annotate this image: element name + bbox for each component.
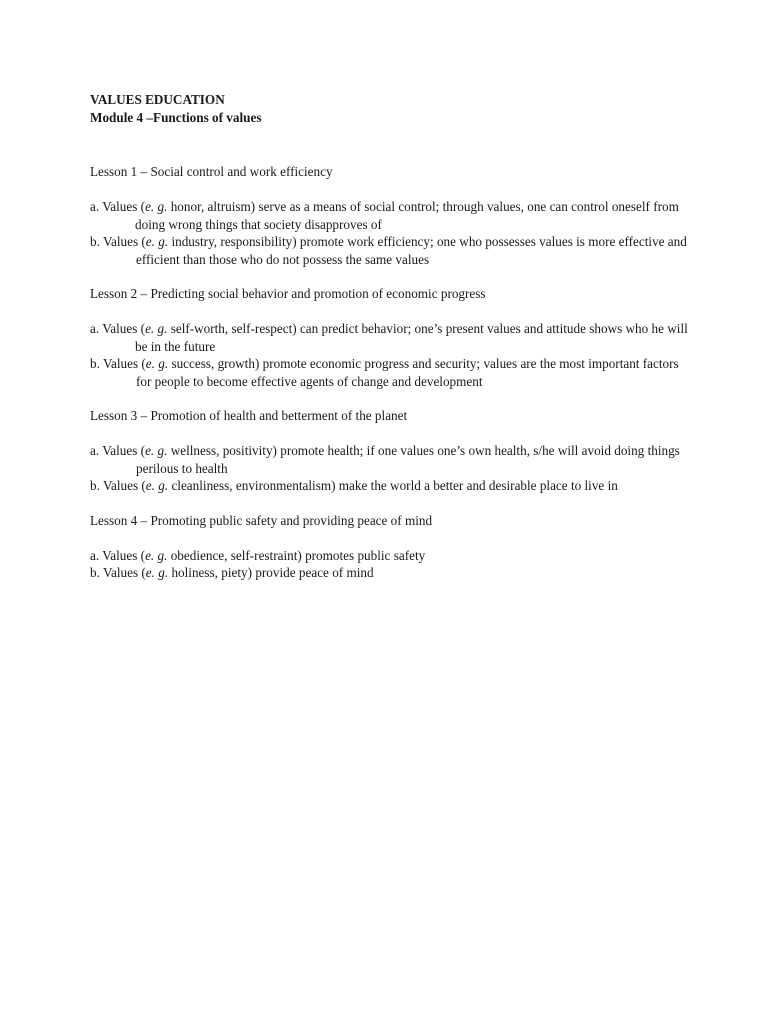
lesson-item: b. Values (e. g. industry, responsibility) promote work efficiency; one who possesses values is more effective and efficient than those who do not possess the same values xyxy=(90,234,687,267)
lesson-section xyxy=(90,407,690,512)
spacer xyxy=(90,127,690,163)
lesson-heading: Lesson 4 – Promoting public safety and providing peace of mind xyxy=(90,512,433,528)
lesson-item: a. Values (e. g. honor, altruism) serve as a means of social control; through values, one can control oneself from doing wrong things that society disapproves of xyxy=(90,199,679,232)
lesson-item: a. Values (e. g. obedience, self-restraint) promotes public safety xyxy=(90,547,426,563)
document-title: VALUES EDUCATION xyxy=(90,92,225,107)
document-page xyxy=(90,91,690,582)
lesson-section xyxy=(90,163,690,285)
lesson-item: b. Values (e. g. holiness, piety) provide peace of mind xyxy=(90,565,374,580)
lesson-item: a. Values (e. g. self-worth, self-respect) can predict behavior; one’s present values and attitude shows who he will be in the future xyxy=(90,321,688,354)
lesson-item: a. Values (e. g. wellness, positivity) promote health; if one values one’s own health, s/he will avoid doing things perilous to health xyxy=(90,443,680,476)
lesson-section xyxy=(90,285,690,407)
lesson-heading: Lesson 1 – Social control and work efficiency xyxy=(90,164,333,179)
module-title: Module 4 –Functions of values xyxy=(90,110,262,125)
lesson-item: b. Values (e. g. success, growth) promote economic progress and security; values are the most important factors for people to become effective agents of change and development xyxy=(90,356,679,389)
lesson-item: b. Values (e. g. cleanliness, environmentalism) make the world a better and desirable place to live in xyxy=(90,478,618,493)
lesson-section xyxy=(90,512,690,582)
lesson-heading: Lesson 2 – Predicting social behavior and promotion of economic progress xyxy=(90,286,486,301)
lesson-heading: Lesson 3 – Promotion of health and betterment of the planet xyxy=(90,408,408,423)
